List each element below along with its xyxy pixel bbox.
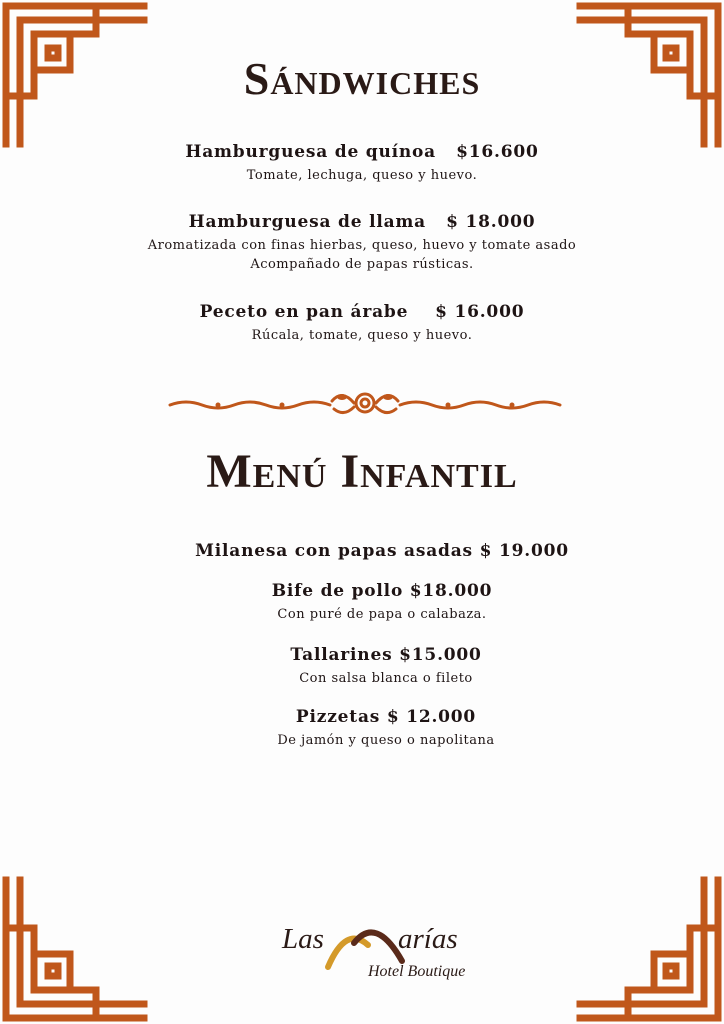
sandwiches-heading: Sándwiches xyxy=(243,53,481,104)
menu-item-title: Tallarines $15.000 xyxy=(290,645,482,665)
menu-item xyxy=(24,706,724,750)
menu-item xyxy=(0,301,724,345)
menu-item xyxy=(20,580,724,624)
menu-item-description: Rúcala, tomate, queso y huevo. xyxy=(251,328,473,343)
kids-menu-heading: Menú Infantil xyxy=(206,445,518,498)
menu-item-title: Milanesa con papas asadas $ 19.000 xyxy=(195,541,569,561)
logo-subtitle: Hotel Boutique xyxy=(368,963,466,980)
menu-item-description: Con salsa blanca o fileto xyxy=(299,671,473,686)
menu-item xyxy=(24,644,724,688)
logo-name-part1: Las xyxy=(282,923,324,955)
menu-item-title: Hamburguesa de llama $ 18.000 xyxy=(188,212,536,232)
greek-key-corner-icon xyxy=(574,874,724,1024)
menu-item-description: De jamón y queso o napolitana xyxy=(277,733,495,748)
menu-item-description: Con puré de papa o calabaza. xyxy=(277,607,487,622)
menu-item-title: Hamburguesa de quínoa $16.600 xyxy=(185,142,539,162)
hotel-logo xyxy=(278,915,478,995)
logo-name-part2: arías xyxy=(398,923,458,955)
menu-item-title: Peceto en pan árabe $ 16.000 xyxy=(199,302,525,322)
greek-key-corner-icon xyxy=(0,874,150,1024)
menu-item-title: Bife de pollo $18.000 xyxy=(271,581,493,601)
swirl-divider-icon xyxy=(166,383,564,423)
menu-item xyxy=(0,211,724,274)
menu-item xyxy=(0,141,724,185)
menu-item-description-line2: Acompañado de papas rústicas. xyxy=(250,257,474,272)
menu-item xyxy=(20,540,724,562)
menu-item-title: Pizzetas $ 12.000 xyxy=(295,707,477,727)
menu-item-description: Tomate, lechuga, queso y huevo. xyxy=(246,168,478,183)
menu-item-description: Aromatizada con finas hierbas, queso, huevo y tomate asado xyxy=(147,238,577,253)
